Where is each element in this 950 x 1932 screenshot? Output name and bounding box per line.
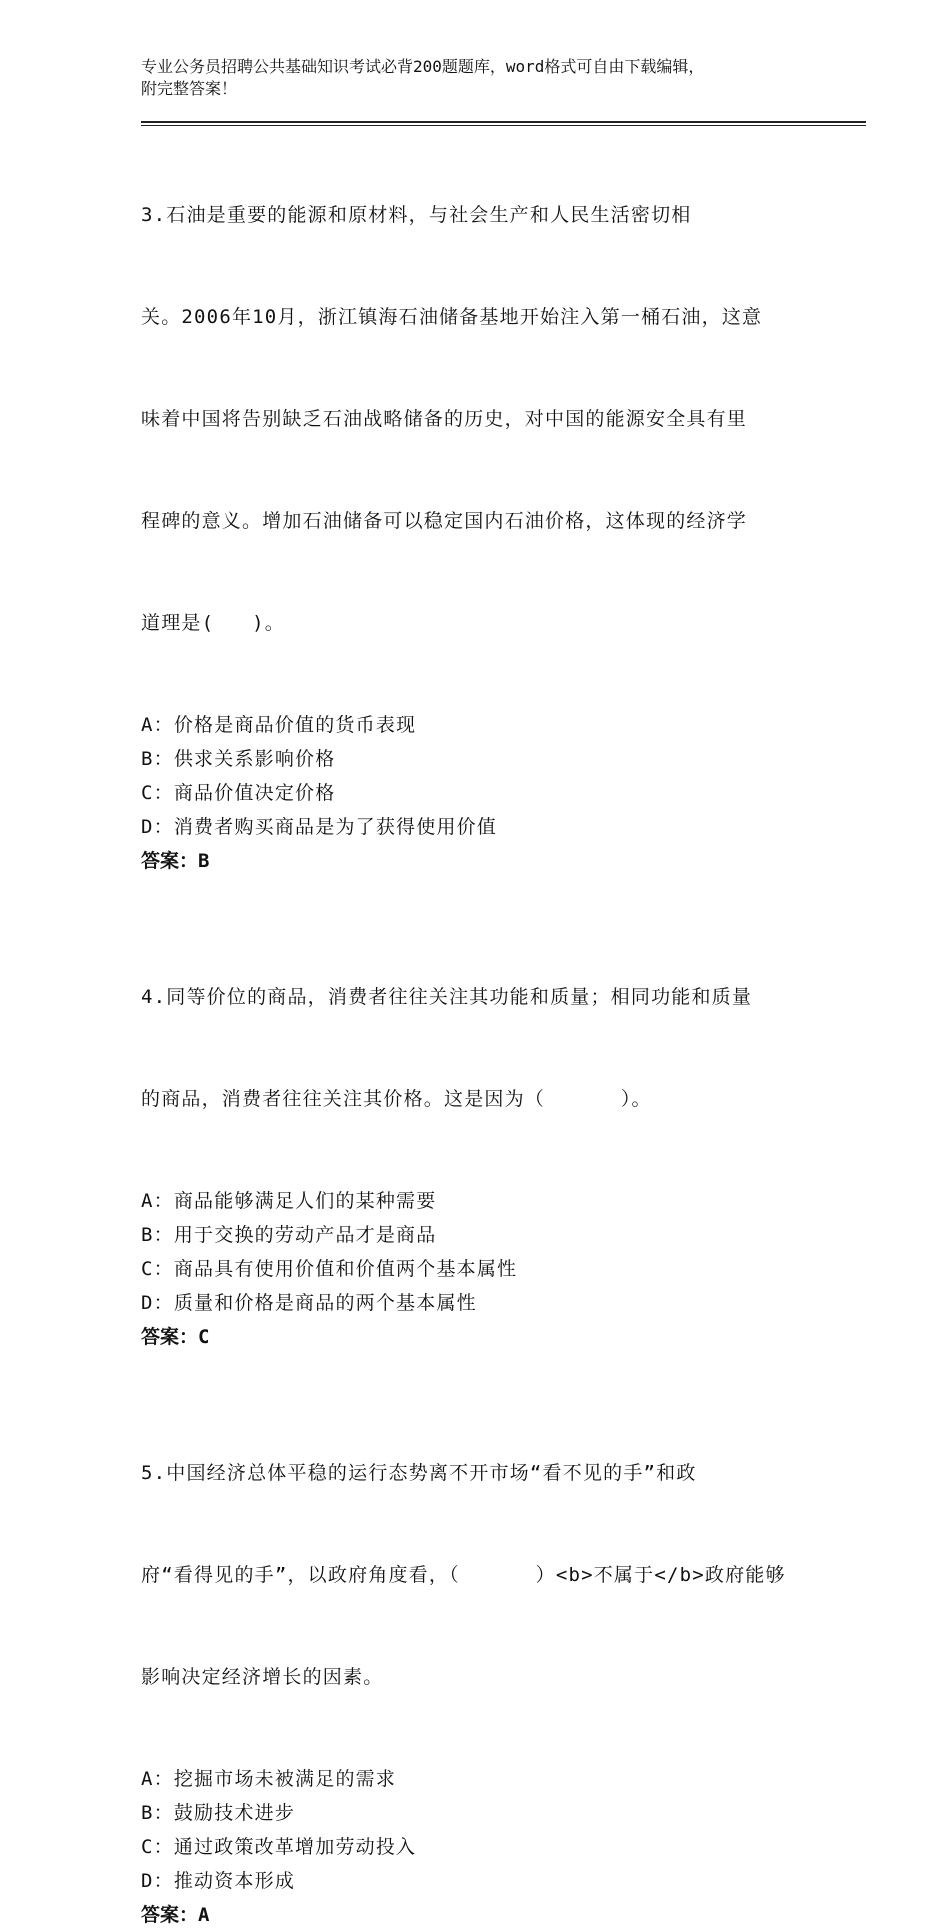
option-a: A：商品能够满足人们的某种需要 [141,1190,437,1212]
answer-label: 答案：B [141,850,210,872]
stem-line: 府“看得见的手”，以政府角度看，（ ）<b>不属于</b>政府能够 [141,1564,786,1586]
option-d: D：推动资本形成 [141,1870,296,1892]
option-b: B：用于交换的劳动产品才是商品 [141,1224,437,1246]
header-line-2: 附完整答案！ [141,79,238,98]
option-b: B：供求关系影响价格 [141,748,336,770]
option-b: B：鼓励技术进步 [141,1802,296,1824]
option-a: A：挖掘市场未被满足的需求 [141,1768,397,1790]
option-d: D：质量和价格是商品的两个基本属性 [141,1292,477,1314]
stem-line: 道理是( )。 [141,612,285,634]
page-header [141,56,821,100]
question-gap [141,1354,821,1388]
stem-line: 程碑的意义。增加石油储备可以稳定国内石油价格，这体现的经济学 [141,510,748,532]
question-stem [141,912,821,1184]
option-a: A：价格是商品价值的货币表现 [141,714,417,736]
stem-line: 关。2006年10月，浙江镇海石油储备基地开始注入第一桶石油，这意 [141,306,763,328]
stem-line: 的商品，消费者往往关注其价格。这是因为（ ）。 [141,1088,652,1110]
question-list [141,130,821,1932]
stem-line: 5.中国经济总体平稳的运行态势离不开市场“看不见的手”和政 [141,1462,697,1484]
option-c: C：商品具有使用价值和价值两个基本属性 [141,1258,518,1280]
answer-label: 答案：C [141,1326,210,1348]
stem-line: 4.同等价位的商品，消费者往往关注其功能和质量；相同功能和质量 [141,986,753,1008]
stem-line: 味着中国将告别缺乏石油战略储备的历史，对中国的能源安全具有里 [141,408,748,430]
answer-label: 答案：A [141,1904,210,1926]
header-line-1: 专业公务员招聘公共基础知识考试必背200题题库，word格式可自由下载编辑， [141,57,705,76]
stem-line: 影响决定经济增长的因素。 [141,1666,384,1688]
stem-line: 3.石油是重要的能源和原材料，与社会生产和人民生活密切相 [141,204,692,226]
question-5 [141,1388,821,1932]
question-stem [141,130,821,708]
question-4 [141,912,821,1354]
header-rule [141,121,866,123]
header-rule-thin [141,125,866,126]
question-stem [141,1388,821,1762]
question-3 [141,130,821,878]
question-gap [141,878,821,912]
option-d: D：消费者购买商品是为了获得使用价值 [141,816,498,838]
option-c: C：通过政策改革增加劳动投入 [141,1836,417,1858]
option-c: C：商品价值决定价格 [141,782,336,804]
